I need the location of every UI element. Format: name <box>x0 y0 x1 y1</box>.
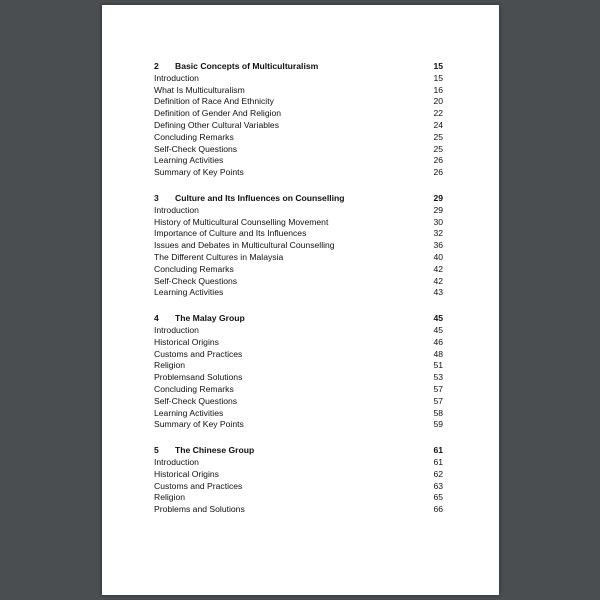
toc-entry-page: 22 <box>433 108 443 119</box>
toc-entry-page: 42 <box>433 275 443 286</box>
chapter-number: 4 <box>154 313 159 324</box>
toc-entry-page: 57 <box>433 383 443 394</box>
toc-entry-page: 24 <box>433 119 443 130</box>
toc-entry-page: 26 <box>433 155 443 166</box>
chapter-title: Basic Concepts of Multiculturalism <box>175 61 319 71</box>
toc-entry-label: Customs and Practices <box>154 348 243 359</box>
toc-entry-page: 45 <box>433 324 443 335</box>
toc-entry[interactable] <box>154 469 443 481</box>
document-page <box>102 5 499 595</box>
toc-entry-label: Defining Other Cultural Variables <box>154 119 279 130</box>
toc-entry-page: 16 <box>433 84 443 95</box>
toc-entry-label: Historical Origins <box>154 336 219 347</box>
toc-entry-page: 61 <box>433 456 443 467</box>
toc-entry-page: 46 <box>433 336 443 347</box>
toc-entry-label: Self-Check Questions <box>154 275 238 286</box>
toc-entry-page: 29 <box>433 204 443 215</box>
toc-entry-label: Learning Activities <box>154 407 224 418</box>
toc-entry-label: Problems and Solutions <box>154 504 245 515</box>
toc-entry[interactable] <box>154 457 443 469</box>
toc-chapter-heading[interactable] <box>154 445 443 457</box>
toc-entry-page: 66 <box>433 504 443 515</box>
toc-entry-label: Religion <box>154 360 186 371</box>
toc-entry[interactable] <box>154 408 443 420</box>
toc-entry[interactable] <box>154 349 443 361</box>
toc-entry-label: Learning Activities <box>154 287 224 298</box>
chapter-title: The Chinese Group <box>175 445 255 456</box>
toc-entry-page: 59 <box>433 419 443 430</box>
toc-entry[interactable] <box>154 85 443 97</box>
toc-entry-page: 15 <box>433 72 443 83</box>
toc-entry-page: 51 <box>433 360 443 371</box>
toc-entry-page: 53 <box>433 372 443 383</box>
toc-entry-label: The Different Cultures in Malaysia <box>154 251 284 262</box>
toc-entry-page: 65 <box>433 492 443 503</box>
toc-entry-page: 40 <box>433 251 443 262</box>
toc-entry[interactable] <box>154 167 443 179</box>
toc-entry-label: Issues and Debates in Multicultural Counselling <box>154 240 335 251</box>
toc-chapter-5 <box>154 445 443 516</box>
toc-entry-label: Definition of Gender And Religion <box>154 108 282 119</box>
toc-entry-page: 58 <box>433 407 443 418</box>
toc-entry[interactable] <box>154 120 443 132</box>
chapter-page-number: 45 <box>433 313 443 324</box>
chapter-number: 2 <box>154 61 159 71</box>
toc-entry[interactable] <box>154 217 443 229</box>
toc-entry-label: Importance of Culture and Its Influences <box>154 228 307 239</box>
toc-entry-label: Concluding Remarks <box>154 383 234 394</box>
toc-entry-label: Concluding Remarks <box>154 131 234 142</box>
toc-entry-label: Learning Activities <box>154 155 224 166</box>
toc-entry-page: 20 <box>433 96 443 107</box>
toc-entry-page: 42 <box>433 263 443 274</box>
toc-chapter-3 <box>154 193 443 299</box>
chapter-title: The Malay Group <box>175 313 245 324</box>
toc-entry[interactable] <box>154 73 443 85</box>
toc-chapter-heading[interactable] <box>154 313 443 325</box>
toc-entry-page: 30 <box>433 216 443 227</box>
toc-entry-label: Introduction <box>154 324 199 335</box>
toc-entry[interactable] <box>154 205 443 217</box>
toc-entry-label: Introduction <box>154 204 199 215</box>
chapter-number: 5 <box>154 445 159 456</box>
toc-entry[interactable] <box>154 264 443 276</box>
toc-entry[interactable] <box>154 504 443 516</box>
toc-entry[interactable] <box>154 144 443 156</box>
toc-entry-page: 32 <box>433 228 443 239</box>
toc-entry-label: Historical Origins <box>154 468 219 479</box>
toc-entry[interactable] <box>154 360 443 372</box>
toc-entry[interactable] <box>154 492 443 504</box>
toc-entry-page: 26 <box>433 167 443 178</box>
toc-chapter-heading[interactable] <box>154 193 443 205</box>
toc-entry[interactable] <box>154 252 443 264</box>
toc-chapter-2 <box>154 61 443 179</box>
table-of-contents <box>154 61 443 530</box>
toc-entry-label: Customs and Practices <box>154 480 243 491</box>
toc-entry[interactable] <box>154 276 443 288</box>
toc-chapter-heading[interactable] <box>154 61 443 73</box>
toc-entry-label: Problemsand Solutions <box>154 372 243 383</box>
toc-entry-label: Introduction <box>154 72 199 83</box>
chapter-title: Culture and Its Influences on Counselling <box>175 192 345 203</box>
toc-entry-page: 57 <box>433 395 443 406</box>
toc-entry-label: Self-Check Questions <box>154 395 238 406</box>
toc-entry[interactable] <box>154 240 443 252</box>
toc-entry[interactable] <box>154 396 443 408</box>
toc-entry-label: Concluding Remarks <box>154 263 234 274</box>
toc-entry-page: 48 <box>433 348 443 359</box>
toc-entry[interactable] <box>154 384 443 396</box>
chapter-number: 3 <box>154 192 159 203</box>
toc-entry-label: Self-Check Questions <box>154 143 238 154</box>
toc-entry[interactable] <box>154 337 443 349</box>
toc-entry-label: History of Multicultural Counselling Movement <box>154 216 329 227</box>
toc-entry[interactable] <box>154 96 443 108</box>
toc-entry[interactable] <box>154 287 443 299</box>
toc-entry-page: 43 <box>433 287 443 298</box>
toc-entry-label: Religion <box>154 492 186 503</box>
toc-entry-page: 62 <box>433 468 443 479</box>
toc-entry[interactable] <box>154 372 443 384</box>
toc-entry-label: Summary of Key Points <box>154 167 244 178</box>
toc-chapter-4 <box>154 313 443 431</box>
toc-entry-page: 25 <box>433 143 443 154</box>
chapter-page-number: 29 <box>433 192 443 203</box>
toc-entry-label: Introduction <box>154 456 199 467</box>
chapter-page-number: 15 <box>433 61 443 71</box>
toc-entry-label: Summary of Key Points <box>154 419 244 430</box>
toc-entry-page: 25 <box>433 131 443 142</box>
toc-entry-page: 63 <box>433 480 443 491</box>
toc-entry[interactable] <box>154 419 443 431</box>
toc-entry-label: What Is Multiculturalism <box>154 84 245 95</box>
toc-entry[interactable] <box>154 228 443 240</box>
toc-entry[interactable] <box>154 325 443 337</box>
toc-entry[interactable] <box>154 481 443 493</box>
toc-entry-label: Definition of Race And Ethnicity <box>154 96 274 107</box>
chapter-page-number: 61 <box>433 445 443 456</box>
toc-entry[interactable] <box>154 108 443 120</box>
toc-entry[interactable] <box>154 132 443 144</box>
toc-entry[interactable] <box>154 155 443 167</box>
toc-entry-page: 36 <box>433 240 443 251</box>
